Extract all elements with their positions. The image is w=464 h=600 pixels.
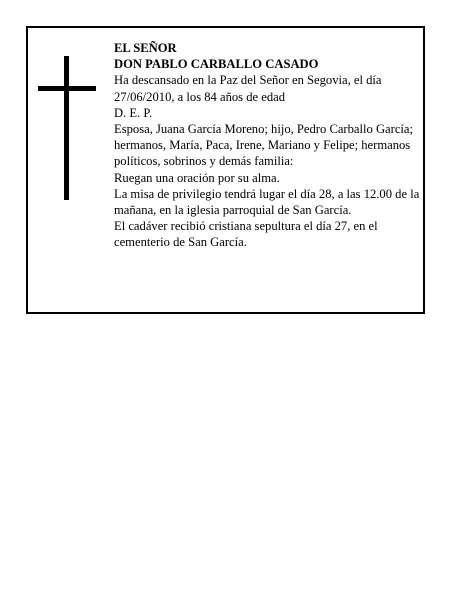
family-list: Esposa, Juana García Moreno; hijo, Pedro Carballo García; hermanos, María, Paca, Irene, Mariano y Felipe; hermanos políticos, sobrinos y demás familia: <box>114 122 414 169</box>
deceased-name: DON PABLO CARBALLO CASADO <box>114 57 319 72</box>
death-announcement: Ha descansado en la Paz del Señor en Segovia, el día 27/06/2010, a los 84 años de edad <box>114 73 382 104</box>
burial-details: El cadáver recibió cristiana sepultura el día 27, en el cementerio de San García. <box>114 219 378 250</box>
obituary-notice <box>26 26 425 314</box>
cross-icon <box>38 56 98 200</box>
cross-vertical-bar <box>64 56 69 200</box>
cross-horizontal-bar <box>38 86 96 91</box>
notice-content <box>114 40 420 251</box>
prayer-request: Ruegan una oración por su alma. <box>114 170 280 185</box>
rip-text: D. E. P. <box>114 105 153 120</box>
notice-title: EL SEÑOR <box>114 41 177 55</box>
mass-details: La misa de privilegio tendrá lugar el día 28, a las 12.00 de la mañana, en la iglesia parroquial de San García. <box>114 186 420 218</box>
